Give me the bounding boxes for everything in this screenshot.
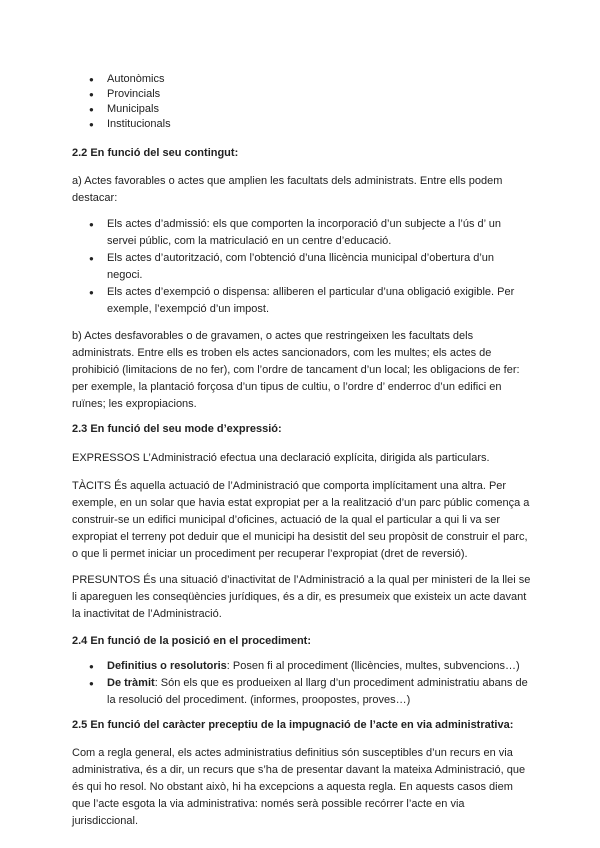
paragraph-unfavorable-acts: b) Actes desfavorables o de gravamen, o actes que restringeixen les facultats dels administrats. Entre ells es troben els actes sancionadors, com les multes; els actes de prohibició (limitacions de no fer), com l’ordre de tancament d’un local; les obligacions de fer: per exemple, la plantació forçosa d’un tipus de cultiu, o l’ordre d’ enderroc d’un edifici en ruïnes; les expropiacions.	[72, 330, 520, 410]
paragraph-impugnation: Com a regla general, els actes administratius definitius són susceptibles d’un recurs en via administrativa, és a dir, un recurs que s’ha de presentar davant la mateixa Administració, que és qui ho resol. No obstant això, hi ha excepcions a aquesta regla. En aquests casos diem que l’acte esgota la via administrativa: només serà possible recórrer l’acte en via jurisdiccional.	[72, 747, 526, 827]
list-item: ● Els actes d’admissió: els que comporten la incorporació d’un subjecte a l’ús d’ un servei públic, com la matriculació en un centre d’educació.	[72, 216, 532, 250]
term-description: : Posen fi al procediment (llicències, multes, subvencions…)	[226, 660, 520, 672]
section-heading-2-2: 2.2 En funció del seu contingut:	[72, 147, 239, 159]
paragraph-expressos: EXPRESSOS L’Administració efectua una declaració explícita, dirigida als particulars.	[72, 452, 490, 464]
paragraph-tacits: TÀCITS És aquella actuació de l’Administració que comporta implícitament una altra. Per exemple, en un solar que havia estat expropiat per a la realització d’un parc públic comença a construir-se un edifici municipal d’oficines, actuació de la qual el particular a qui li va ser expropiat el terreny pot deduir que el municipi ha desistit del seu propòsit de construir el parc, o que li permet iniciar un procediment per recuperar l’expropiat (dret de reversió).	[72, 480, 530, 560]
procedure-position-list	[72, 658, 532, 709]
section-heading-2-4: 2.4 En funció de la posició en el procediment:	[72, 635, 311, 647]
list-item	[72, 675, 532, 709]
list-item: ● Municipals	[72, 102, 532, 117]
list-item: ● Institucionals	[72, 117, 532, 132]
list-item: ● Provincials	[72, 87, 532, 102]
list-item: ● Autonòmics	[72, 72, 532, 87]
document-page	[72, 70, 532, 830]
admin-level-list	[72, 72, 532, 132]
paragraph-favorable-acts: a) Actes favorables o actes que amplien les facultats dels administrats. Entre ells podem destacar:	[72, 175, 503, 204]
list-item	[72, 658, 532, 675]
paragraph-presuntos: PRESUNTOS És una situació d’inactivitat de l’Administració a la qual per ministeri de la llei se li apareguen les conseqüències jurídiques, és a dir, es presumeix que existeix un acte davant la inactivitat de l’Administració.	[72, 574, 531, 620]
section-heading-2-5: 2.5 En funció del caràcter preceptiu de la impugnació de l’acte en via administrativa:	[72, 719, 514, 731]
term-label: Definitius o resolutoris	[107, 660, 227, 672]
list-item: ● Els actes d’autorització, com l’obtenció d’una llicència municipal d’obertura d’un negoci.	[72, 250, 532, 284]
section-heading-2-3: 2.3 En funció del seu mode d’expressió:	[72, 423, 282, 435]
term-label: De tràmit	[107, 677, 155, 689]
term-description: : Són els que es produeixen al llarg d’un procediment administratiu abans de la resolució del procediment. (informes, proopostes, proves…)	[107, 677, 528, 706]
list-item: ● Els actes d’exempció o dispensa: alliberen el particular d’una obligació exigible. Per exemple, l’exempció d’un impost.	[72, 284, 532, 318]
favorable-acts-list	[72, 216, 532, 318]
